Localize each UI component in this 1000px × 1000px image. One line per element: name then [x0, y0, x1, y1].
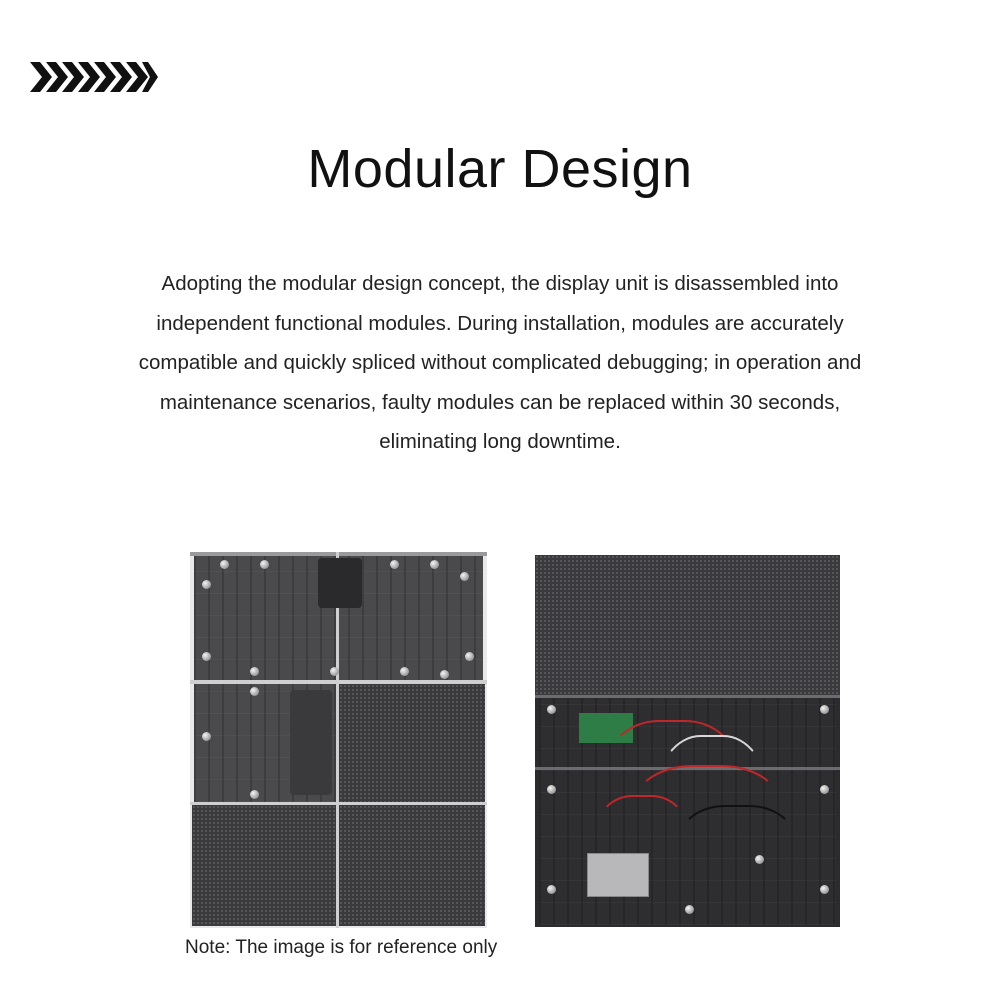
description-line: compatible and quickly spliced without complicated debugging; in operation and [138, 351, 862, 374]
chevron-arrows-icon [30, 62, 160, 92]
description-line: eliminating long downtime. [379, 430, 621, 453]
led-cabinet-rear-photo [535, 555, 840, 927]
description-paragraph [95, 264, 905, 462]
reference-note: Note: The image is for reference only [185, 937, 498, 958]
page-title: Modular Design [307, 139, 693, 199]
led-cabinet-front-photo [190, 552, 487, 928]
description-line: maintenance scenarios, faulty modules can be replaced within 30 seconds, [159, 390, 841, 414]
description-line: independent functional modules. During installation, modules are accurately [156, 311, 844, 335]
description-line: Adopting the modular design concept, the display unit is disassembled into [161, 272, 839, 295]
